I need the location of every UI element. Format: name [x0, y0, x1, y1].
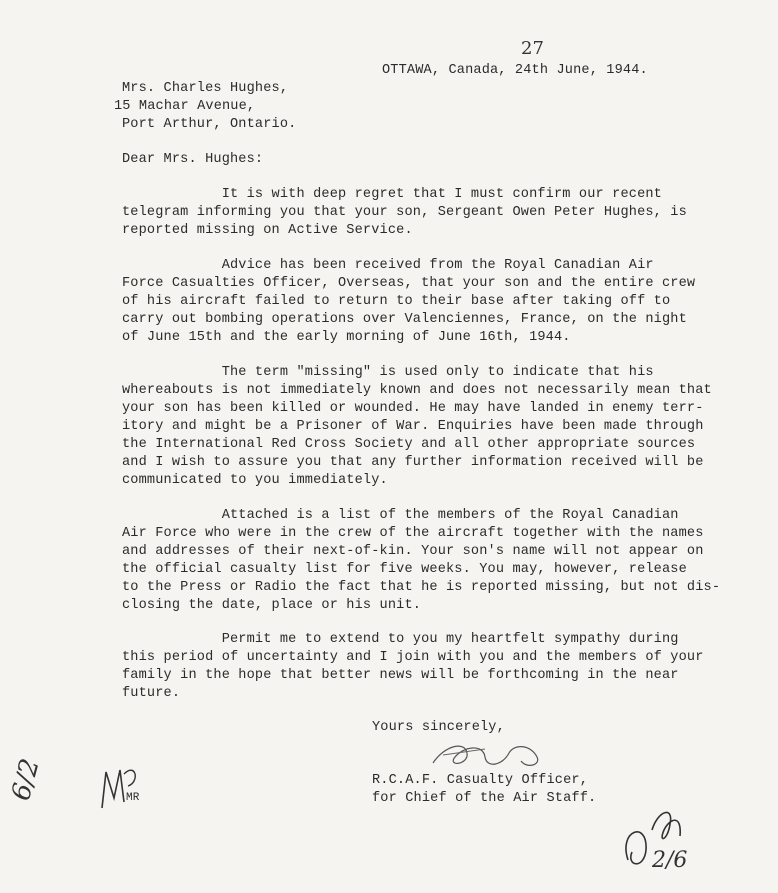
file-note: 2/6	[652, 848, 688, 873]
date-correction: 27	[521, 38, 544, 59]
recipient-name: Mrs. Charles Hughes,	[122, 81, 289, 96]
paragraph-line: Permit me to extend to you my heartfelt sympathy during	[122, 632, 679, 647]
paragraph-line: of June 15th and the early morning of June 16th, 1944.	[122, 330, 571, 345]
signature-for: for Chief of the Air Staff.	[372, 791, 597, 806]
paragraph-line: Force Casualties Officer, Overseas, that your son and the entire crew	[122, 276, 696, 291]
typist-initials: MR	[126, 792, 140, 804]
paragraph-line: carry out bombing operations over Valenciennes, France, on the night	[122, 312, 687, 327]
paragraph-line: this period of uncertainty and I join with you and the members of your	[122, 650, 704, 665]
paragraph-line: and I wish to assure you that any further information received will be	[122, 455, 704, 470]
paragraph-line: and addresses of their next-of-kin. Your son's name will not appear on	[122, 544, 704, 559]
paragraph-line: to the Press or Radio the fact that he is reported missing, but not dis-	[122, 580, 721, 595]
paragraph-line: itory and might be a Prisoner of War. Enquiries have been made through	[122, 419, 704, 434]
paragraph-line: Air Force who were in the crew of the aircraft together with the names	[122, 526, 704, 541]
paragraph-line: family in the hope that better news will be forthcoming in the near	[122, 668, 679, 683]
paragraph-line: closing the date, place or his unit.	[122, 598, 422, 613]
paragraph-line: the official casualty list for five weeks. You may, however, release	[122, 562, 687, 577]
signature-title: R.C.A.F. Casualty Officer,	[372, 773, 588, 788]
paragraph-line: whereabouts is not immediately known and does not necessarily mean that	[122, 383, 712, 398]
paragraph-line: communicated to you immediately.	[122, 473, 388, 488]
recipient-city: Port Arthur, Ontario.	[122, 117, 297, 132]
paragraph-line: The term "missing" is used only to indicate that his	[122, 365, 654, 380]
paragraph-line: Attached is a list of the members of the Royal Canadian	[122, 508, 679, 523]
paragraph-line: the International Red Cross Society and all other appropriate sources	[122, 437, 696, 452]
paragraph-line: your son has been killed or wounded. He may have landed in enemy terr-	[122, 401, 704, 416]
paragraph-line: Advice has been received from the Royal Canadian Air	[122, 258, 654, 273]
paragraph-line: It is with deep regret that I must confirm our recent	[122, 187, 662, 202]
paragraph-line: reported missing on Active Service.	[122, 223, 413, 238]
paragraph-line: future.	[122, 686, 181, 701]
signature-scribble	[425, 735, 555, 775]
date-line: OTTAWA, Canada, 24th June, 1944.	[382, 63, 648, 78]
paragraph-line: telegram informing you that your son, Sergeant Owen Peter Hughes, is	[122, 205, 687, 220]
file-note-scribble	[618, 800, 708, 890]
closing: Yours sincerely,	[372, 720, 505, 735]
margin-note: 6/2	[6, 755, 46, 804]
paragraph-line: of his aircraft failed to return to their base after taking off to	[122, 294, 671, 309]
recipient-street: 15 Machar Avenue,	[114, 99, 256, 114]
salutation: Dear Mrs. Hughes:	[122, 152, 264, 167]
